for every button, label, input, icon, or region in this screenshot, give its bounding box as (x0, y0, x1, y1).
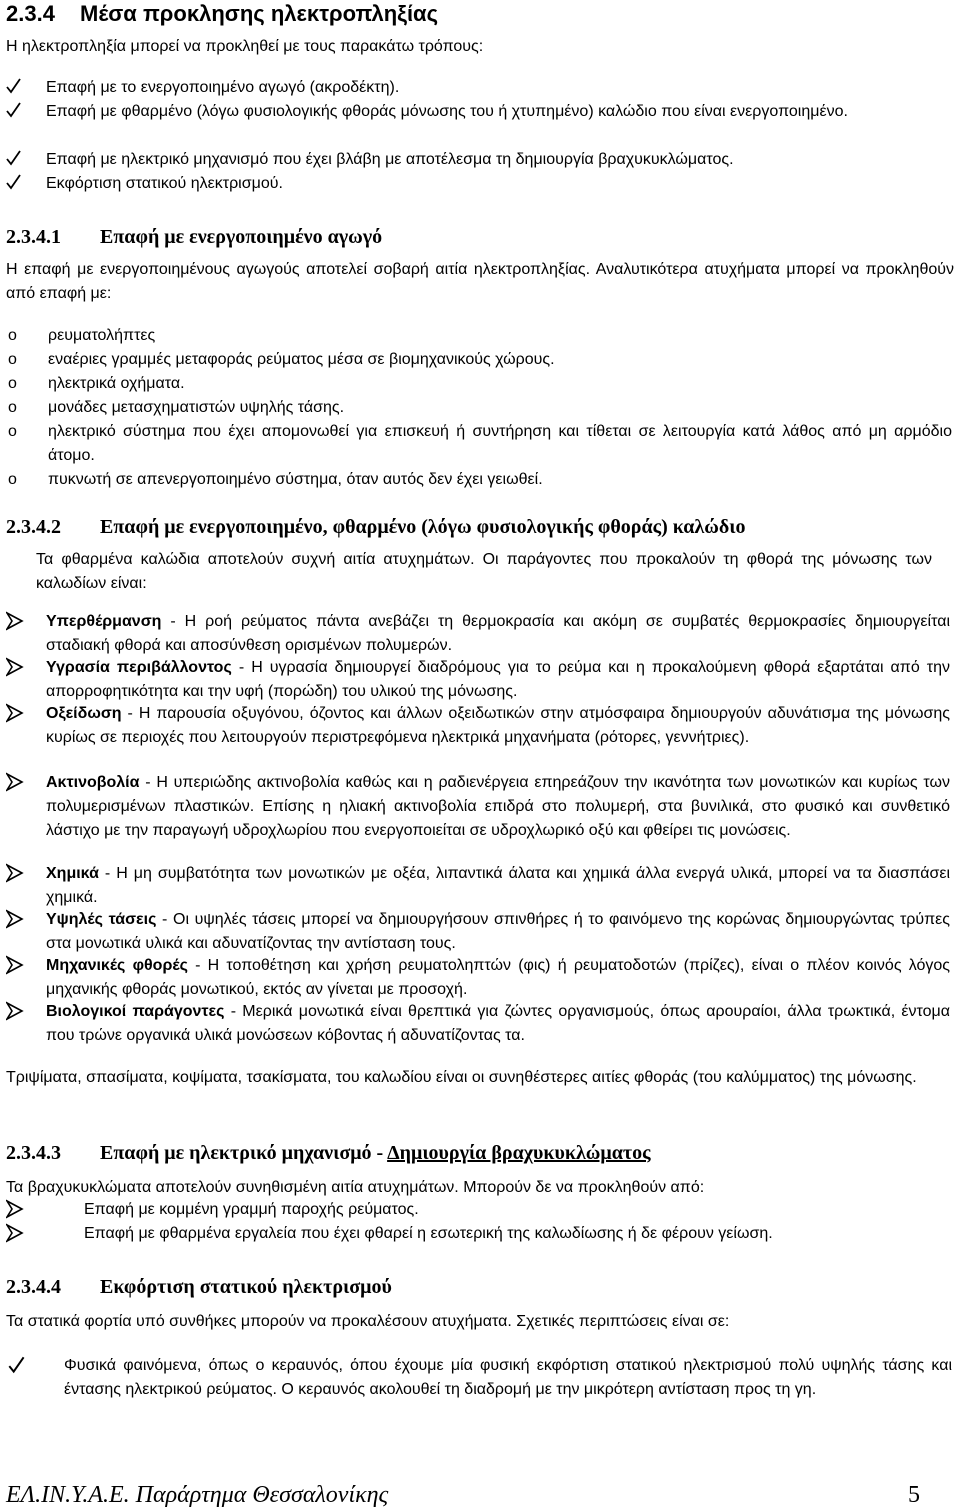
list-item-term: Υπερθέρμανση (46, 613, 162, 630)
paragraph: Τριψίματα, σπασίματα, κοψίματα, τσακίσματα, του καλωδίου είναι οι συνηθέστερες αιτίες φθοράς (του καλύμματος) της μόνωσης. (6, 1069, 917, 1086)
arrow-bullet-icon (6, 1223, 24, 1243)
subsection-number: 2.3.4.4 (6, 1276, 61, 1298)
circle-bullet-icon: o (8, 423, 17, 440)
list-item-text: ρευματολήπτες (48, 327, 156, 344)
arrow-bullet-icon (6, 772, 24, 792)
list-item-text: ηλεκτρικό σύστημα που έχει απομονωθεί για επισκευή ή συντήρηση και τίθεται σε λειτουργία κατά λάθος από μη αρμόδιο άτομο. (48, 423, 952, 464)
arrow-bullet-icon (6, 611, 24, 631)
subsection-number: 2.3.4.1 (6, 226, 61, 248)
arrow-bullet-icon (6, 955, 24, 975)
list-item (6, 100, 946, 124)
paragraph: Τα βραχυκυκλώματα αποτελούν συνηθισμένη αιτία ατυχημάτων. Μπορούν δε να προκληθούν από: (6, 1179, 705, 1196)
arrow-bullet-icon (6, 863, 24, 883)
list-item-term: Υγρασία περιβάλλοντος (46, 659, 232, 676)
arrow-bullet-icon (6, 657, 24, 677)
list-item-text (46, 771, 950, 843)
list-item-text (46, 954, 950, 1002)
section-intro: Η ηλεκτροπληξία μπορεί να προκληθεί με τους παρακάτω τρόπους: (6, 38, 484, 55)
list-item-text: Επαφή με το ενεργοποιημένο αγωγό (ακροδέκτη). (46, 79, 400, 96)
page-footer (6, 1480, 950, 1510)
section-title-text: Μέσα προκλησης ηλεκτροπληξίας (80, 1, 439, 26)
list-item (6, 172, 946, 196)
subsection-title-text: Επαφή με ενεργοποιημένο αγωγό (100, 226, 383, 248)
subsection-number: 2.3.4.3 (6, 1142, 61, 1164)
arrow-bullet-icon (6, 909, 24, 929)
list-item-desc: - Η υγρασία δημιουργεί διαδρόμους για το ρεύμα και η προκαλούμενη φθορά εξαρτάται από την απορροφητικότητα και την υφή (πορώδη) του υλικού της μόνωσης. (46, 659, 951, 700)
list-item (6, 954, 950, 1002)
circle-bullet-icon: o (8, 351, 17, 368)
list-item-text: Φυσικά φαινόμενα, όπως ο κεραυνός, όπου έχουμε μία φυσική εκφόρτιση στατικού ηλεκτρισμού πολύ υψηλής τάσης και έντασης ηλεκτρικού ρεύματος. Ο κεραυνός ακολουθεί τη διαδρομή με την μικρότερη αντίσταση προς τη γη. (64, 1357, 952, 1398)
footer-org: ΕΛ.ΙΝ.Υ.Α.Ε. Παράρτημα Θεσσαλονίκης (6, 1482, 389, 1508)
list-item (8, 468, 952, 492)
list-item-text: Επαφή με κομμένη γραμμή παροχής ρεύματος. (84, 1201, 419, 1218)
subsection-number: 2.3.4.2 (6, 516, 61, 538)
list-item-text: μονάδες μετασχηματιστών υψηλής τάσης. (48, 399, 345, 416)
list-item-text (46, 1000, 950, 1048)
paragraph: Η επαφή με ενεργοποιημένους αγωγούς αποτελεί σοβαρή αιτία ηλεκτροπληξίας. Αναλυτικότερα ατυχήματα μπορεί να προκληθούν από επαφή με: (6, 261, 954, 302)
circle-bullet-icon: o (8, 399, 17, 416)
list-item-text (46, 656, 950, 704)
list-item-desc: - Η ροή ρεύματος πάντα ανεβάζει τη θερμοκρασία και ακόμη σε συμβατές θερμοκρασίες δημιουργείται σταδιακή φθορά και αποσύνθεση ορισμένων πολυμερών. (46, 613, 950, 654)
list-item (6, 702, 950, 750)
list-item (8, 324, 952, 348)
list-item (6, 862, 950, 910)
list-item (6, 1222, 950, 1246)
list-item-desc: - Οι υψηλές τάσεις μπορεί να δημιουργήσουν σπινθήρες ή το φαινόμενο της κορώνας δημιουργώντας τρύπες στα μονωτικά υλικά και αδυνατίζοντας την αντίσταση τους. (46, 911, 950, 952)
subsection-title (6, 1140, 651, 1166)
check-icon (6, 76, 28, 96)
list-item-text: Επαφή με φθαρμένα εργαλεία που έχει φθαρεί η εσωτερική της καλωδίωσης ή δε φέρουν γείωση. (84, 1225, 773, 1242)
list-item (6, 771, 950, 843)
check-icon (6, 148, 28, 168)
list-item (6, 908, 950, 956)
list-item (6, 76, 946, 100)
circle-bullet-icon: o (8, 375, 17, 392)
list-item-text (46, 610, 950, 658)
paragraph: Τα στατικά φορτία υπό συνθήκες μπορούν να προκαλέσουν ατυχήματα. Σχετικές περιπτώσεις είναι σε: (6, 1313, 730, 1330)
list-item-term: Ακτινοβολία (46, 774, 140, 791)
subsection-title-text: Επαφή με ενεργοποιημένο, φθαρμένο (λόγω φυσιολογικής φθοράς) καλώδιο (100, 516, 746, 538)
list-item-desc: - Η παρουσία οξυγόνου, όζοντος και άλλων οξειδωτικών στην ατμόσφαιρα δημιουργούν αδυνάτισμα της μόνωσης κυρίως σε περιοχές που λειτουργούν περιστρεφόμενα ηλεκτρικά μηχανήματα (ρότορες, γεννήτριες). (46, 705, 950, 746)
list-item (6, 1198, 950, 1222)
list-item-text: Επαφή με ηλεκτρικό μηχανισμό που έχει βλάβη με αποτέλεσμα τη δημιουργία βραχυκυκλώματος. (46, 151, 734, 168)
list-item-term: Μηχανικές φθορές (46, 957, 188, 974)
list-item-desc: - Η υπεριώδης ακτινοβολία καθώς και η ραδιενέργεια επηρεάζουν την ικανότητα των μονωτικών και κυρίως των πολυμερισμένων πλαστικών. Επίσης η ηλιακή ακτινοβολία επιδρά στο πολυμερή, στα βυνιλικά, στο φυσικό και συνθετικό λάστιχο με την παραγωγή υδροχλωρίου που ενεργοποιείται σε υδροχλωρικό οξύ και φθείρει τις μονώσεις. (46, 774, 950, 839)
subsection-title (6, 224, 382, 250)
subsection-title-text: Επαφή με ηλεκτρικό μηχανισμό - (100, 1142, 388, 1164)
list-item (8, 348, 952, 372)
subsection-title (6, 514, 745, 540)
section-number: 2.3.4 (6, 1, 55, 26)
arrow-bullet-icon (6, 1001, 24, 1021)
list-item (8, 396, 952, 420)
list-item-text: Επαφή με φθαρμένο (λόγω φυσιολογικής φθοράς μόνωσης του ή χτυπημένο) καλώδιο που είναι ενεργοποιημένο. (46, 103, 848, 120)
list-item-desc: - Μερικά μονωτικά είναι θρεπτικά για ζώντες οργανισμούς, όπως αρουραίοι, άλλα τρωκτικά, έντομα που τρώνε οργανικά υλικά μονώσεων κόβοντας ή αδυνατίζοντας τα. (46, 1003, 950, 1044)
check-icon (8, 1354, 30, 1376)
check-icon (6, 100, 28, 120)
subsection-title-text: Εκφόρτιση στατικού ηλεκτρισμού (100, 1276, 392, 1298)
list-item (6, 610, 950, 658)
list-item-text: πυκνωτή σε απενεργοποιημένο σύστημα, όταν αυτός δεν έχει γειωθεί. (48, 471, 543, 488)
list-item-text: Εκφόρτιση στατικού ηλεκτρισμού. (46, 175, 283, 192)
list-item-text: ηλεκτρικά οχήματα. (48, 375, 185, 392)
paragraph: Τα φθαρμένα καλώδια αποτελούν συχνή αιτία ατυχημάτων. Οι παράγοντες που προκαλούν τη φθορά της μόνωσης των καλωδίων είναι: (36, 551, 932, 592)
section-title (6, 0, 438, 28)
arrow-bullet-icon (6, 703, 24, 723)
list-item (8, 420, 952, 468)
list-item (6, 148, 946, 172)
list-item-text (46, 862, 950, 910)
list-item-desc: - Η τοποθέτηση και χρήση ρευματοληπτών (φις) ή ρευματοδοτών (πρίζες), είναι ο πλέον κοινός λόγος μηχανικής φθοράς μονωτικού, εκτός αν γίνεται με προσοχή. (46, 957, 951, 998)
list-item (8, 372, 952, 396)
check-icon (6, 172, 28, 192)
list-item-text: εναέριες γραμμές μεταφοράς ρεύματος μέσα σε βιομηχανικούς χώρους. (48, 351, 555, 368)
circle-bullet-icon: o (8, 471, 17, 488)
list-item-desc: - Η μη συμβατότητα των μονωτικών με οξέα, λιπαντικά άλατα και χημικά άλλα ενεργά υλικά, μπορεί να τα διασπάσει χημικά. (46, 865, 950, 906)
list-item-text (46, 702, 950, 750)
subsection-title-underlined: Δημιουργία βραχυκυκλώματος (387, 1142, 651, 1164)
list-item (6, 1000, 950, 1048)
list-item-term: Βιολογικοί παράγοντες (46, 1003, 225, 1020)
list-item-term: Υψηλές τάσεις (46, 911, 157, 928)
list-item-term: Οξείδωση (46, 705, 122, 722)
subsection-title (6, 1274, 392, 1300)
list-item-text (46, 908, 950, 956)
circle-bullet-icon: o (8, 327, 17, 344)
list-item (8, 1354, 952, 1402)
list-item-term: Χημικά (46, 865, 99, 882)
arrow-bullet-icon (6, 1199, 24, 1219)
page-number: 5 (908, 1482, 920, 1508)
list-item (6, 656, 950, 704)
